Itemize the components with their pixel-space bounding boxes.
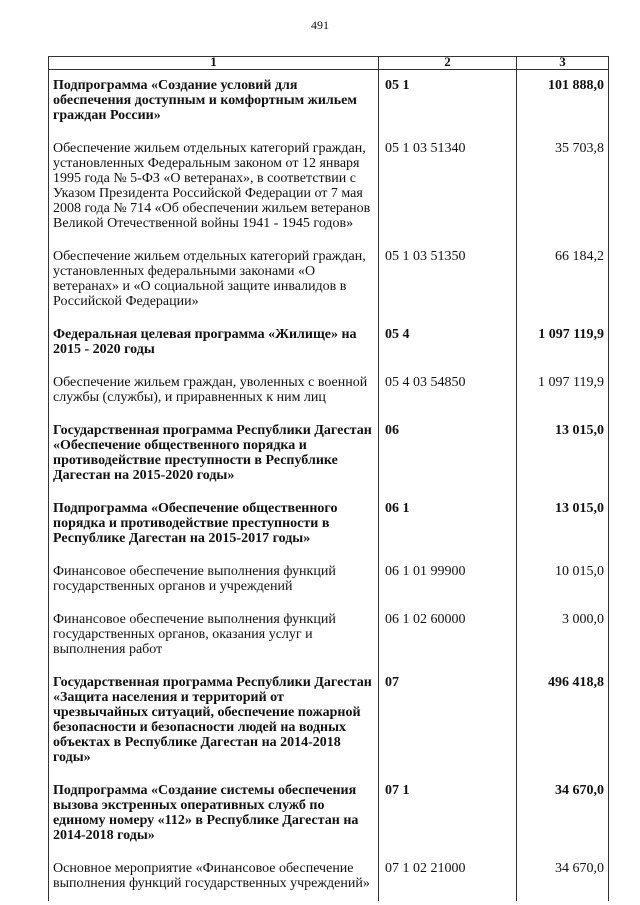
table-row — [49, 367, 609, 415]
column-header-3: 3 — [517, 57, 609, 70]
row-code: 05 4 — [379, 319, 517, 367]
row-code: 06 1 01 99900 — [379, 556, 517, 604]
row-code: 06 1 02 60000 — [379, 604, 517, 667]
row-name: Государственная программа Республики Дагестан «Защита населения и территорий от чрезвычайных ситуаций, обеспечение пожарной безопасности и безопасности людей на водных объектах в Республике Дагестан на 2014-2018 годы» — [49, 667, 379, 775]
row-code: 05 1 03 51350 — [379, 241, 517, 319]
row-code: 05 4 03 54850 — [379, 367, 517, 415]
row-code: 06 — [379, 415, 517, 493]
table-row — [49, 70, 609, 134]
row-amount: 1 097 119,9 — [517, 367, 609, 415]
row-name: Обеспечение жильем отдельных категорий граждан, установленных федеральными законами «О ветеранах» и «О социальной защите инвалидов в Российской Федерации» — [49, 241, 379, 319]
column-header-1: 1 — [49, 57, 379, 70]
row-code: 05 1 — [379, 70, 517, 134]
header-row — [49, 57, 609, 70]
row-code: 07 1 02 21000 — [379, 853, 517, 901]
row-name: Финансовое обеспечение выполнения функций государственных органов, оказания услуг и выполнения работ — [49, 604, 379, 667]
row-amount: 1 097 119,9 — [517, 319, 609, 367]
row-name: Подпрограмма «Создание системы обеспечения вызова экстренных оперативных служб по единому номеру «112» в Республике Дагестан на 2014-2018 годы» — [49, 775, 379, 853]
table-row — [49, 604, 609, 667]
row-code: 07 1 — [379, 775, 517, 853]
table-row — [49, 667, 609, 775]
row-amount: 13 015,0 — [517, 415, 609, 493]
row-name: Федеральная целевая программа «Жилище» на 2015 - 2020 годы — [49, 319, 379, 367]
row-amount: 34 670,0 — [517, 853, 609, 901]
table-row — [49, 556, 609, 604]
column-header-2: 2 — [379, 57, 517, 70]
row-code: 06 1 — [379, 493, 517, 556]
table-row — [49, 853, 609, 901]
table-row — [49, 415, 609, 493]
table-row — [49, 319, 609, 367]
table-row — [49, 493, 609, 556]
table-row — [49, 241, 609, 319]
budget-table — [48, 56, 609, 901]
row-amount: 35 703,8 — [517, 133, 609, 241]
page-number: 491 — [311, 18, 329, 32]
row-name: Финансовое обеспечение выполнения функций государственных органов и учреждений — [49, 556, 379, 604]
row-name: Обеспечение жильем отдельных категорий граждан, установленных Федеральным законом от 12 января 1995 года № 5-ФЗ «О ветеранах», в соответствии с Указом Президента Российской Федерации от 7 мая 2008 года № 714 «Об обеспечении жильем ветеранов Великой Отечественной войны 1941 - 1945 годов» — [49, 133, 379, 241]
row-amount: 34 670,0 — [517, 775, 609, 853]
row-amount: 10 015,0 — [517, 556, 609, 604]
row-amount: 66 184,2 — [517, 241, 609, 319]
row-name: Основное мероприятие «Финансовое обеспечение выполнения функций государственных учреждений» — [49, 853, 379, 901]
row-amount: 101 888,0 — [517, 70, 609, 134]
row-amount: 13 015,0 — [517, 493, 609, 556]
row-name: Обеспечение жильем граждан, уволенных с военной службы (службы), и приравненных к ним лиц — [49, 367, 379, 415]
row-code: 05 1 03 51340 — [379, 133, 517, 241]
row-code: 07 — [379, 667, 517, 775]
row-amount: 3 000,0 — [517, 604, 609, 667]
row-amount: 496 418,8 — [517, 667, 609, 775]
table-row — [49, 775, 609, 853]
row-name: Государственная программа Республики Дагестан «Обеспечение общественного порядка и противодействие преступности в Республике Дагестан на 2015-2020 годы» — [49, 415, 379, 493]
row-name: Подпрограмма «Обеспечение общественного порядка и противодействие преступности в Республике Дагестан на 2015-2017 годы» — [49, 493, 379, 556]
table-row — [49, 133, 609, 241]
table-body — [49, 70, 609, 902]
row-name: Подпрограмма «Создание условий для обеспечения доступным и комфортным жильем граждан России» — [49, 70, 379, 134]
